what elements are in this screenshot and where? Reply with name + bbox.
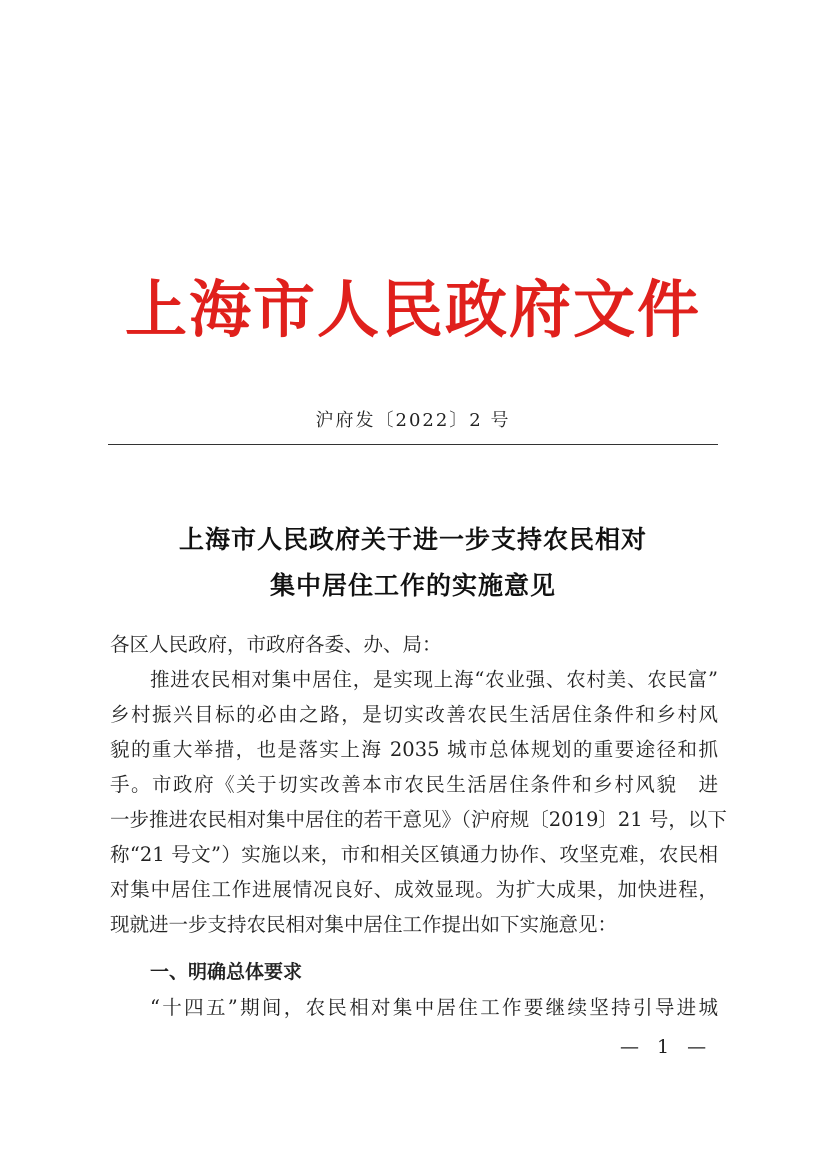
body-line: 貌的重大举措，也是落实上海 2035 城市总体规划的重要途径和抓 xyxy=(110,738,718,761)
document-title-line-1: 上海市人民政府关于进一步支持农民相对 xyxy=(178,525,647,554)
body-line: 乡村振兴目标的必由之路，是切实改善农民生活居住条件和乡村风 xyxy=(110,703,718,726)
body-line: 对集中居住工作进展情况良好、成效显现。为扩大成果，加快进程， xyxy=(110,878,718,901)
document-header-title: 上海市人民政府文件 xyxy=(124,273,701,346)
document-number: 沪府发〔2022〕2 号 xyxy=(315,410,511,431)
page-number: — 1 — xyxy=(620,1036,713,1058)
body-line: 称“21 号文”）实施以来，市和相关区镇通力协作、攻坚克难，农民相 xyxy=(110,843,718,866)
body-line: “十四五”期间，农民相对集中居住工作要继续坚持引导进城 xyxy=(150,996,718,1019)
document-title-line-2: 集中居住工作的实施意见 xyxy=(269,571,556,600)
body-line: 推进农民相对集中居住，是实现上海“农业强、农村美、农民富” xyxy=(150,668,718,691)
body-line: 手。市政府《关于切实改善本市农民生活居住条件和乡村风貌 进 xyxy=(110,773,718,796)
body-line: 现就进一步支持农民相对集中居住工作提出如下实施意见： xyxy=(110,913,618,936)
body-line: 一步推进农民相对集中居住的若干意见》（沪府规〔2019〕21 号，以下 xyxy=(110,808,727,831)
section-heading: 一、明确总体要求 xyxy=(150,961,303,983)
salutation: 各区人民政府，市政府各委、办、局： xyxy=(110,633,442,656)
header-divider xyxy=(108,444,718,445)
